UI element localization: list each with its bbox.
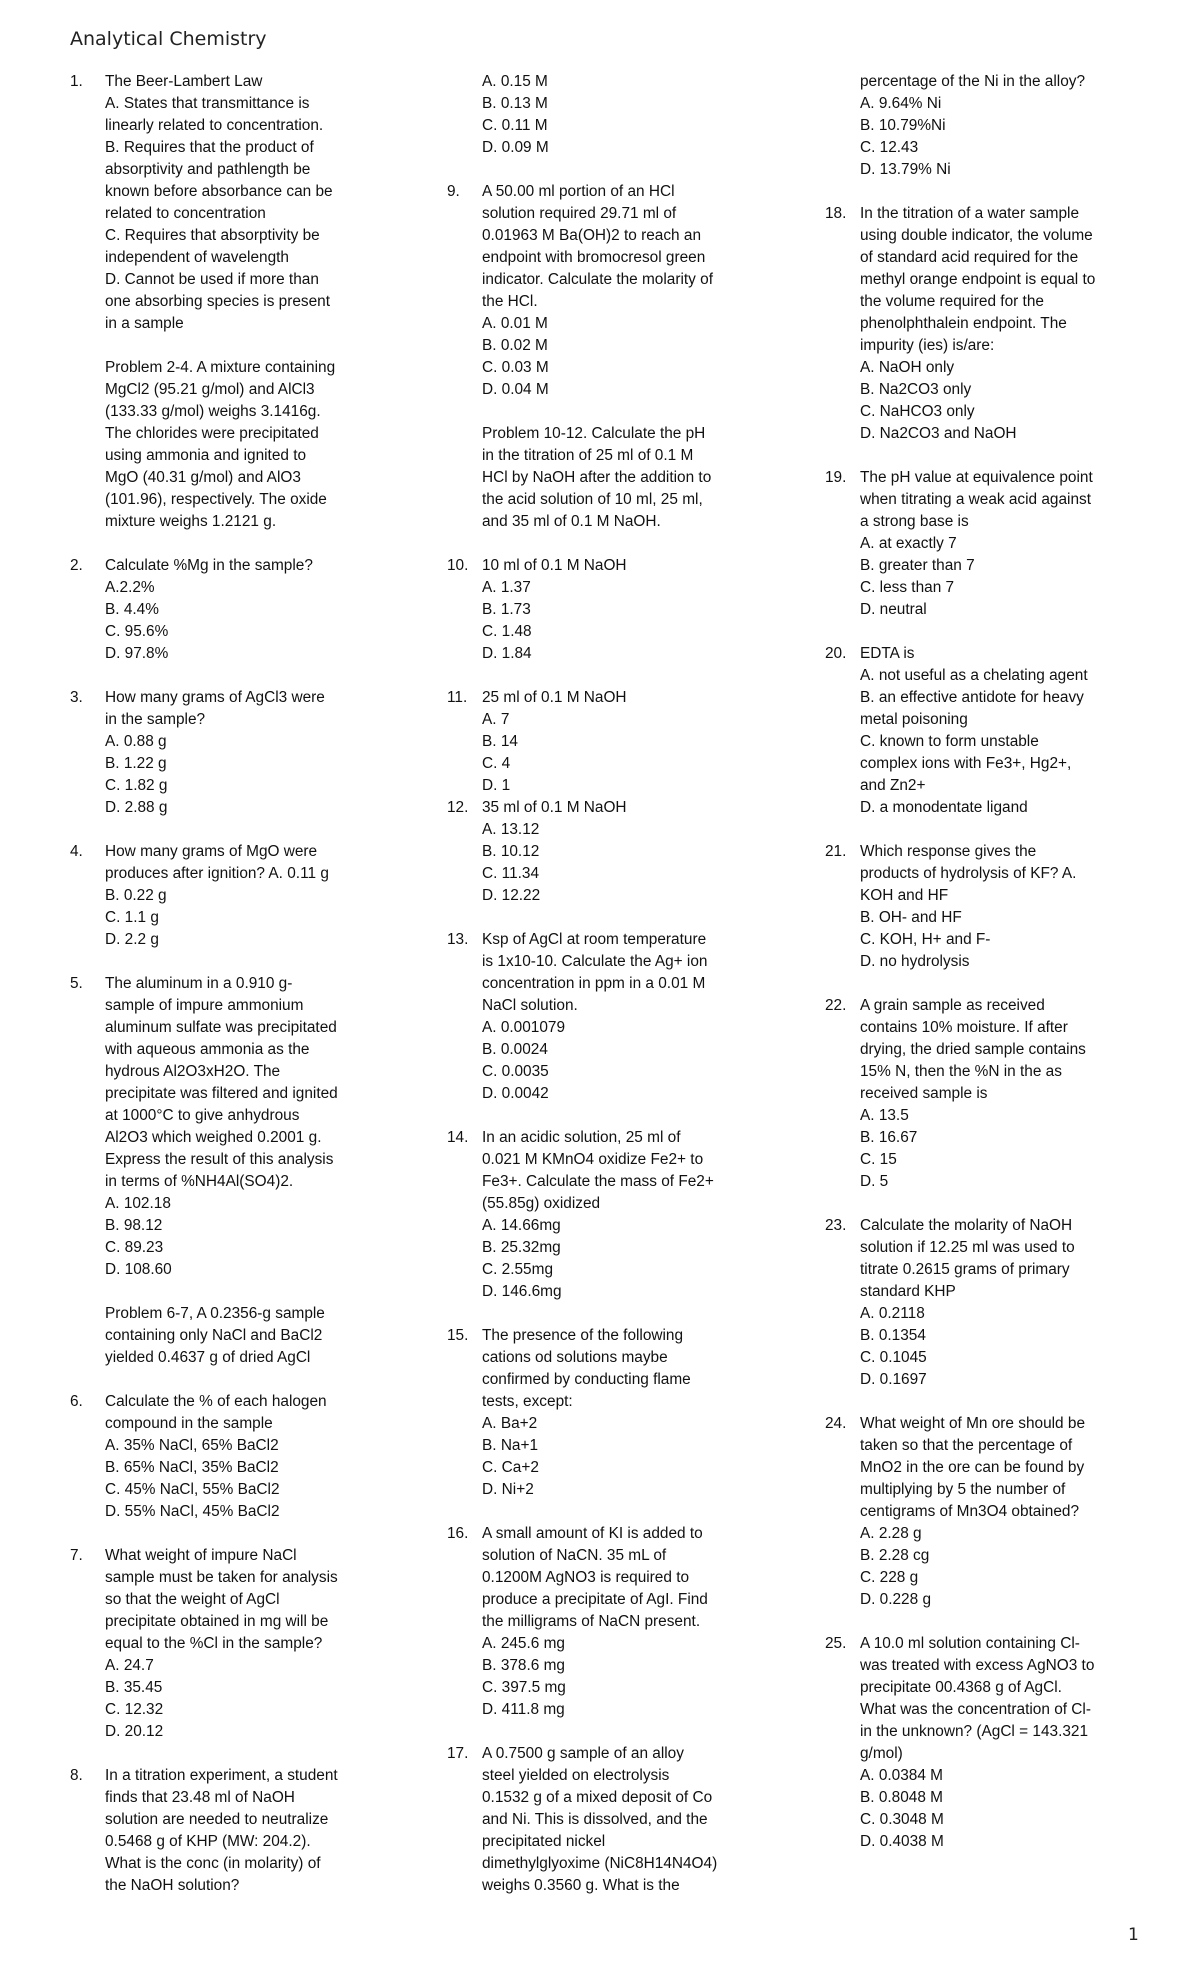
- question-item: [825, 643, 1145, 819]
- text-line: related to concentration: [105, 205, 266, 222]
- text-line: A. NaOH only: [860, 359, 955, 376]
- page-number: 1: [1128, 1925, 1139, 1945]
- text-line: solution are needed to neutralize: [105, 1811, 329, 1828]
- question-item: [447, 797, 757, 907]
- text-line: produces after ignition? A. 0.11 g: [105, 865, 329, 882]
- text-line: yielded 0.4637 g of dried AgCl: [105, 1349, 311, 1366]
- text-line: C. 2.55mg: [482, 1261, 554, 1278]
- question-number: 19.: [825, 469, 847, 486]
- question-item: [70, 1765, 380, 1897]
- text-line: percentage of the Ni in the alloy?: [860, 73, 1086, 90]
- text-line: How many grams of MgO were: [105, 843, 318, 860]
- text-line: of standard acid required for the: [860, 249, 1079, 266]
- text-line: A. 0.001079: [482, 1019, 566, 1036]
- text-line: indicator. Calculate the molarity of: [482, 271, 713, 288]
- text-line: A. 0.15 M: [482, 73, 548, 90]
- text-line: How many grams of AgCl3 were: [105, 689, 325, 706]
- text-line: B. an effective antidote for heavy: [860, 689, 1084, 706]
- text-line: weighs 0.3560 g. What is the: [482, 1877, 680, 1894]
- question-number: 8.: [70, 1767, 83, 1784]
- question-item: [447, 1127, 757, 1303]
- text-line: B. 16.67: [860, 1129, 918, 1146]
- text-line: D. 13.79% Ni: [860, 161, 951, 178]
- question-number: 5.: [70, 975, 83, 992]
- text-line: A 10.0 ml solution containing Cl-: [860, 1635, 1080, 1652]
- text-line: The Beer-Lambert Law: [105, 73, 263, 90]
- text-line: using ammonia and ignited to: [105, 447, 307, 464]
- text-line: MgO (40.31 g/mol) and AlO3: [105, 469, 301, 486]
- text-line: A. 14.66mg: [482, 1217, 561, 1234]
- text-line: B. 4.4%: [105, 601, 159, 618]
- text-line: The pH value at equivalence point: [860, 469, 1093, 486]
- text-line: in the sample?: [105, 711, 206, 728]
- text-line: B. 0.13 M: [482, 95, 548, 112]
- text-line: B. 25.32mg: [482, 1239, 561, 1256]
- text-line: 0.1200M AgNO3 is required to: [482, 1569, 690, 1586]
- text-line: C. 1.82 g: [105, 777, 168, 794]
- text-line: In the titration of a water sample: [860, 205, 1080, 222]
- text-line: Problem 6-7, A 0.2356-g sample: [105, 1305, 325, 1322]
- passage-block: [70, 357, 380, 533]
- text-line: B. 0.22 g: [105, 887, 167, 904]
- text-line: B. 0.0024: [482, 1041, 548, 1058]
- question-item: [70, 841, 380, 951]
- text-line: solution of NaCN. 35 mL of: [482, 1547, 667, 1564]
- text-line: metal poisoning: [860, 711, 968, 728]
- text-line: taken so that the percentage of: [860, 1437, 1073, 1454]
- text-line: D. 411.8 mg: [482, 1701, 565, 1718]
- question-number: 11.: [447, 689, 468, 706]
- text-line: D. 146.6mg: [482, 1283, 562, 1300]
- text-line: C. 0.3048 M: [860, 1811, 944, 1828]
- question-number: 15.: [447, 1327, 469, 1344]
- text-line: 25 ml of 0.1 M NaOH: [482, 689, 627, 706]
- text-line: Fe3+. Calculate the mass of Fe2+: [482, 1173, 714, 1190]
- text-line: independent of wavelength: [105, 249, 289, 266]
- question-item: [825, 841, 1145, 973]
- text-line: C. Requires that absorptivity be: [105, 227, 320, 244]
- question-number: 6.: [70, 1393, 83, 1410]
- question-item: [447, 1523, 757, 1721]
- text-line: D. 0.0042: [482, 1085, 549, 1102]
- text-line: standard KHP: [860, 1283, 956, 1300]
- text-line: in the titration of 25 ml of 0.1 M: [482, 447, 694, 464]
- text-line: precipitated nickel: [482, 1833, 606, 1850]
- text-line: B. 0.8048 M: [860, 1789, 943, 1806]
- text-line: Which response gives the: [860, 843, 1037, 860]
- text-line: What weight of impure NaCl: [105, 1547, 297, 1564]
- text-line: KOH and HF: [860, 887, 949, 904]
- text-line: C. 0.03 M: [482, 359, 549, 376]
- column-3: [825, 71, 1145, 1853]
- text-line: the acid solution of 10 ml, 25 ml,: [482, 491, 703, 508]
- text-line: D. 0.04 M: [482, 381, 549, 398]
- text-line: A. not useful as a chelating agent: [860, 667, 1088, 684]
- text-line: D. 0.1697: [860, 1371, 927, 1388]
- text-line: A. 13.12: [482, 821, 540, 838]
- question-item: [70, 71, 380, 335]
- text-line: in a sample: [105, 315, 184, 332]
- text-line: D. 5: [860, 1173, 889, 1190]
- question-number: 16.: [447, 1525, 469, 1542]
- text-line: The presence of the following: [482, 1327, 684, 1344]
- text-line: A small amount of KI is added to: [482, 1525, 703, 1542]
- question-number: 21.: [825, 843, 847, 860]
- text-line: A. 2.28 g: [860, 1525, 922, 1542]
- text-line: Calculate %Mg in the sample?: [105, 557, 313, 574]
- text-line: received sample is: [860, 1085, 988, 1102]
- text-line: A. 35% NaCl, 65% BaCl2: [105, 1437, 279, 1454]
- text-line: A. 1.37: [482, 579, 531, 596]
- question-number: 12.: [447, 799, 469, 816]
- text-line: EDTA is: [860, 645, 915, 662]
- passage-block: [447, 71, 757, 159]
- text-line: precipitate 00.4368 g of AgCl.: [860, 1679, 1062, 1696]
- text-line: Express the result of this analysis: [105, 1151, 334, 1168]
- text-line: contains 10% moisture. If after: [860, 1019, 1068, 1036]
- question-item: [447, 687, 757, 797]
- text-line: aluminum sulfate was precipitated: [105, 1019, 337, 1036]
- text-line: compound in the sample: [105, 1415, 273, 1432]
- text-line: Calculate the % of each halogen: [105, 1393, 327, 1410]
- text-line: D. 108.60: [105, 1261, 172, 1278]
- text-line: g/mol): [860, 1745, 903, 1762]
- text-line: B. 1.73: [482, 601, 531, 618]
- text-line: and Ni. This is dissolved, and the: [482, 1811, 708, 1828]
- text-line: and Zn2+: [860, 777, 926, 794]
- passage-block: [825, 71, 1145, 181]
- question-number: 24.: [825, 1415, 847, 1432]
- text-line: D. Na2CO3 and NaOH: [860, 425, 1017, 442]
- text-line: C. 11.34: [482, 865, 540, 882]
- text-line: C. 12.43: [860, 139, 919, 156]
- text-line: A 0.7500 g sample of an alloy: [482, 1745, 684, 1762]
- text-line: C. 0.1045: [860, 1349, 927, 1366]
- text-line: titrate 0.2615 grams of primary: [860, 1261, 1070, 1278]
- question-item: [447, 1743, 757, 1897]
- text-line: sample must be taken for analysis: [105, 1569, 338, 1586]
- text-line: MgCl2 (95.21 g/mol) and AlCl3: [105, 381, 315, 398]
- text-line: B. greater than 7: [860, 557, 975, 574]
- text-line: D. 0.228 g: [860, 1591, 932, 1608]
- text-line: phenolphthalein endpoint. The: [860, 315, 1067, 332]
- text-line: cations od solutions maybe: [482, 1349, 668, 1366]
- text-line: B. 35.45: [105, 1679, 163, 1696]
- text-line: C. 0.0035: [482, 1063, 549, 1080]
- text-line: equal to the %Cl in the sample?: [105, 1635, 323, 1652]
- text-line: mixture weighs 1.2121 g.: [105, 513, 277, 530]
- text-line: MnO2 in the ore can be found by: [860, 1459, 1085, 1476]
- text-line: multiplying by 5 the number of: [860, 1481, 1066, 1498]
- text-line: D. no hydrolysis: [860, 953, 970, 970]
- question-number: 3.: [70, 689, 83, 706]
- question-item: [447, 929, 757, 1105]
- text-line: What was the concentration of Cl-: [860, 1701, 1091, 1718]
- text-line: complex ions with Fe3+, Hg2+,: [860, 755, 1072, 772]
- text-line: the HCl.: [482, 293, 538, 310]
- text-line: Problem 10-12. Calculate the pH: [482, 425, 706, 442]
- text-line: 15% N, then the %N in the as: [860, 1063, 1062, 1080]
- text-line: C. 95.6%: [105, 623, 169, 640]
- text-line: B. 10.12: [482, 843, 540, 860]
- question-item: [825, 1633, 1145, 1853]
- question-item: [825, 467, 1145, 621]
- question-number: 17.: [447, 1745, 469, 1762]
- text-line: B. 378.6 mg: [482, 1657, 565, 1674]
- text-line: A. 0.88 g: [105, 733, 167, 750]
- text-line: C. 89.23: [105, 1239, 164, 1256]
- question-number: 14.: [447, 1129, 469, 1146]
- question-number: 23.: [825, 1217, 847, 1234]
- text-line: D. 2.88 g: [105, 799, 168, 816]
- text-line: The aluminum in a 0.910 g-: [105, 975, 293, 992]
- text-line: (101.96), respectively. The oxide: [105, 491, 327, 508]
- text-line: a strong base is: [860, 513, 969, 530]
- question-item: [825, 203, 1145, 445]
- question-item: [825, 1413, 1145, 1611]
- column-1: [70, 71, 380, 1897]
- text-line: the NaOH solution?: [105, 1877, 240, 1894]
- text-line: C. Ca+2: [482, 1459, 539, 1476]
- text-line: D. 0.4038 M: [860, 1833, 944, 1850]
- text-line: was treated with excess AgNO3 to: [860, 1657, 1095, 1674]
- text-line: 0.01963 M Ba(OH)2 to reach an: [482, 227, 702, 244]
- text-line: What is the conc (in molarity) of: [105, 1855, 321, 1872]
- text-line: B. 65% NaCl, 35% BaCl2: [105, 1459, 279, 1476]
- text-line: D. 20.12: [105, 1723, 164, 1740]
- text-line: In a titration experiment, a student: [105, 1767, 338, 1784]
- question-number: 4.: [70, 843, 83, 860]
- text-line: C. 1.48: [482, 623, 532, 640]
- text-line: B. OH- and HF: [860, 909, 962, 926]
- text-line: A. Ba+2: [482, 1415, 538, 1432]
- question-item: [70, 555, 380, 665]
- text-line: the volume required for the: [860, 293, 1044, 310]
- text-line: when titrating a weak acid against: [860, 491, 1091, 508]
- question-number: 7.: [70, 1547, 83, 1564]
- text-line: A. States that transmittance is: [105, 95, 310, 112]
- text-line: B. 0.02 M: [482, 337, 548, 354]
- text-line: B. 1.22 g: [105, 755, 167, 772]
- text-line: C. KOH, H+ and F-: [860, 931, 991, 948]
- text-line: and 35 ml of 0.1 M NaOH.: [482, 513, 661, 530]
- question-number: 20.: [825, 645, 847, 662]
- text-line: D. 97.8%: [105, 645, 169, 662]
- text-line: A 50.00 ml portion of an HCl: [482, 183, 675, 200]
- text-line: A. at exactly 7: [860, 535, 957, 552]
- column-2: [447, 71, 757, 1897]
- text-line: C. less than 7: [860, 579, 955, 596]
- text-line: using double indicator, the volume: [860, 227, 1093, 244]
- text-line: A. 0.01 M: [482, 315, 548, 332]
- text-line: drying, the dried sample contains: [860, 1041, 1086, 1058]
- text-line: dimethylglyoxime (NiC8H14N4O4): [482, 1855, 718, 1872]
- text-line: D. a monodentate ligand: [860, 799, 1028, 816]
- text-line: confirmed by conducting flame: [482, 1371, 691, 1388]
- text-line: C. 15: [860, 1151, 897, 1168]
- text-line: precipitate was filtered and ignited: [105, 1085, 338, 1102]
- text-line: A grain sample as received: [860, 997, 1045, 1014]
- text-line: B. 14: [482, 733, 518, 750]
- text-line: Ksp of AgCl at room temperature: [482, 931, 707, 948]
- text-line: products of hydrolysis of KF? A.: [860, 865, 1077, 882]
- text-line: C. NaHCO3 only: [860, 403, 975, 420]
- text-line: B. 10.79%Ni: [860, 117, 946, 134]
- text-line: D. 1.84: [482, 645, 532, 662]
- text-line: (133.33 g/mol) weighs 3.1416g.: [105, 403, 321, 420]
- text-line: Al2O3 which weighed 0.2001 g.: [105, 1129, 322, 1146]
- text-line: D. neutral: [860, 601, 927, 618]
- text-line: at 1000°C to give anhydrous: [105, 1107, 300, 1124]
- text-line: D. 12.22: [482, 887, 541, 904]
- text-line: sample of impure ammonium: [105, 997, 304, 1014]
- question-item: [825, 1215, 1145, 1391]
- text-line: centigrams of Mn3O4 obtained?: [860, 1503, 1080, 1520]
- text-line: (55.85g) oxidized: [482, 1195, 601, 1212]
- text-line: 0.5468 g of KHP (MW: 204.2).: [105, 1833, 311, 1850]
- text-line: A. 0.0384 M: [860, 1767, 943, 1784]
- text-line: A. 7: [482, 711, 510, 728]
- text-line: Problem 2-4. A mixture containing: [105, 359, 336, 376]
- question-number: 1.: [70, 73, 83, 90]
- question-number: 2.: [70, 557, 83, 574]
- passage-block: [70, 1303, 380, 1369]
- text-line: B. Na2CO3 only: [860, 381, 972, 398]
- question-item: [70, 973, 380, 1281]
- text-line: A. 13.5: [860, 1107, 909, 1124]
- text-line: impurity (ies) is/are:: [860, 337, 995, 354]
- text-line: C. 4: [482, 755, 511, 772]
- text-line: linearly related to concentration.: [105, 117, 324, 134]
- text-line: C. 397.5 mg: [482, 1679, 566, 1696]
- text-line: solution required 29.71 ml of: [482, 205, 677, 222]
- text-line: In an acidic solution, 25 ml of: [482, 1129, 681, 1146]
- text-line: C. 45% NaCl, 55% BaCl2: [105, 1481, 280, 1498]
- text-line: 10 ml of 0.1 M NaOH: [482, 557, 627, 574]
- question-number: 9.: [447, 183, 460, 200]
- text-line: B. Requires that the product of: [105, 139, 314, 156]
- text-line: in the unknown? (AgCl = 143.321: [860, 1723, 1089, 1740]
- text-line: methyl orange endpoint is equal to: [860, 271, 1096, 288]
- text-line: D. 2.2 g: [105, 931, 159, 948]
- question-number: 10.: [447, 557, 469, 574]
- text-line: D. 0.09 M: [482, 139, 549, 156]
- text-line: 0.021 M KMnO4 oxidize Fe2+ to: [482, 1151, 704, 1168]
- text-line: produce a precipitate of AgI. Find: [482, 1591, 708, 1608]
- text-line: A.2.2%: [105, 579, 155, 596]
- text-line: D. Ni+2: [482, 1481, 534, 1498]
- text-line: known before absorbance can be: [105, 183, 333, 200]
- question-item: [70, 1545, 380, 1743]
- text-line: B. 0.1354: [860, 1327, 926, 1344]
- text-line: D. Cannot be used if more than: [105, 271, 319, 288]
- text-line: A. 245.6 mg: [482, 1635, 565, 1652]
- passage-block: [447, 423, 757, 533]
- text-line: NaCl solution.: [482, 997, 578, 1014]
- text-line: Calculate the molarity of NaOH: [860, 1217, 1073, 1234]
- question-item: [70, 1391, 380, 1523]
- text-line: 0.1532 g of a mixed deposit of Co: [482, 1789, 713, 1806]
- text-line: tests, except:: [482, 1393, 573, 1410]
- text-line: with aqueous ammonia as the: [105, 1041, 310, 1058]
- text-line: endpoint with bromocresol green: [482, 249, 706, 266]
- question-item: [447, 181, 757, 401]
- text-line: D. 1: [482, 777, 511, 794]
- text-line: finds that 23.48 ml of NaOH: [105, 1789, 295, 1806]
- text-line: concentration in ppm in a 0.01 M: [482, 975, 706, 992]
- question-number: 25.: [825, 1635, 847, 1652]
- question-number: 13.: [447, 931, 469, 948]
- text-line: in terms of %NH4Al(SO4)2.: [105, 1173, 294, 1190]
- text-line: is 1x10-10. Calculate the Ag+ ion: [482, 953, 708, 970]
- text-line: HCl by NaOH after the addition to: [482, 469, 712, 486]
- page-title: Analytical Chemistry: [70, 28, 267, 50]
- text-line: hydrous Al2O3xH2O. The: [105, 1063, 281, 1080]
- text-line: so that the weight of AgCl: [105, 1591, 280, 1608]
- text-line: 35 ml of 0.1 M NaOH: [482, 799, 627, 816]
- text-line: D. 55% NaCl, 45% BaCl2: [105, 1503, 280, 1520]
- text-line: C. 1.1 g: [105, 909, 159, 926]
- text-line: A. 9.64% Ni: [860, 95, 942, 112]
- text-line: the milligrams of NaCN present.: [482, 1613, 701, 1630]
- text-line: What weight of Mn ore should be: [860, 1415, 1085, 1432]
- text-line: C. 0.11 M: [482, 117, 548, 134]
- text-line: The chlorides were precipitated: [105, 425, 319, 442]
- text-line: steel yielded on electrolysis: [482, 1767, 670, 1784]
- text-line: C. known to form unstable: [860, 733, 1039, 750]
- question-item: [447, 555, 757, 665]
- text-line: one absorbing species is present: [105, 293, 331, 310]
- text-line: B. Na+1: [482, 1437, 539, 1454]
- text-line: C. 12.32: [105, 1701, 164, 1718]
- question-number: 18.: [825, 205, 847, 222]
- text-line: B. 98.12: [105, 1217, 163, 1234]
- text-line: precipitate obtained in mg will be: [105, 1613, 329, 1630]
- text-line: containing only NaCl and BaCl2: [105, 1327, 323, 1344]
- question-item: [447, 1325, 757, 1501]
- text-line: solution if 12.25 ml was used to: [860, 1239, 1075, 1256]
- text-line: A. 102.18: [105, 1195, 171, 1212]
- text-line: B. 2.28 cg: [860, 1547, 930, 1564]
- text-line: A. 24.7: [105, 1657, 154, 1674]
- text-line: absorptivity and pathlength be: [105, 161, 311, 178]
- question-item: [70, 687, 380, 819]
- text-line: C. 228 g: [860, 1569, 919, 1586]
- question-item: [825, 995, 1145, 1193]
- text-line: A. 0.2118: [860, 1305, 925, 1322]
- question-number: 22.: [825, 997, 847, 1014]
